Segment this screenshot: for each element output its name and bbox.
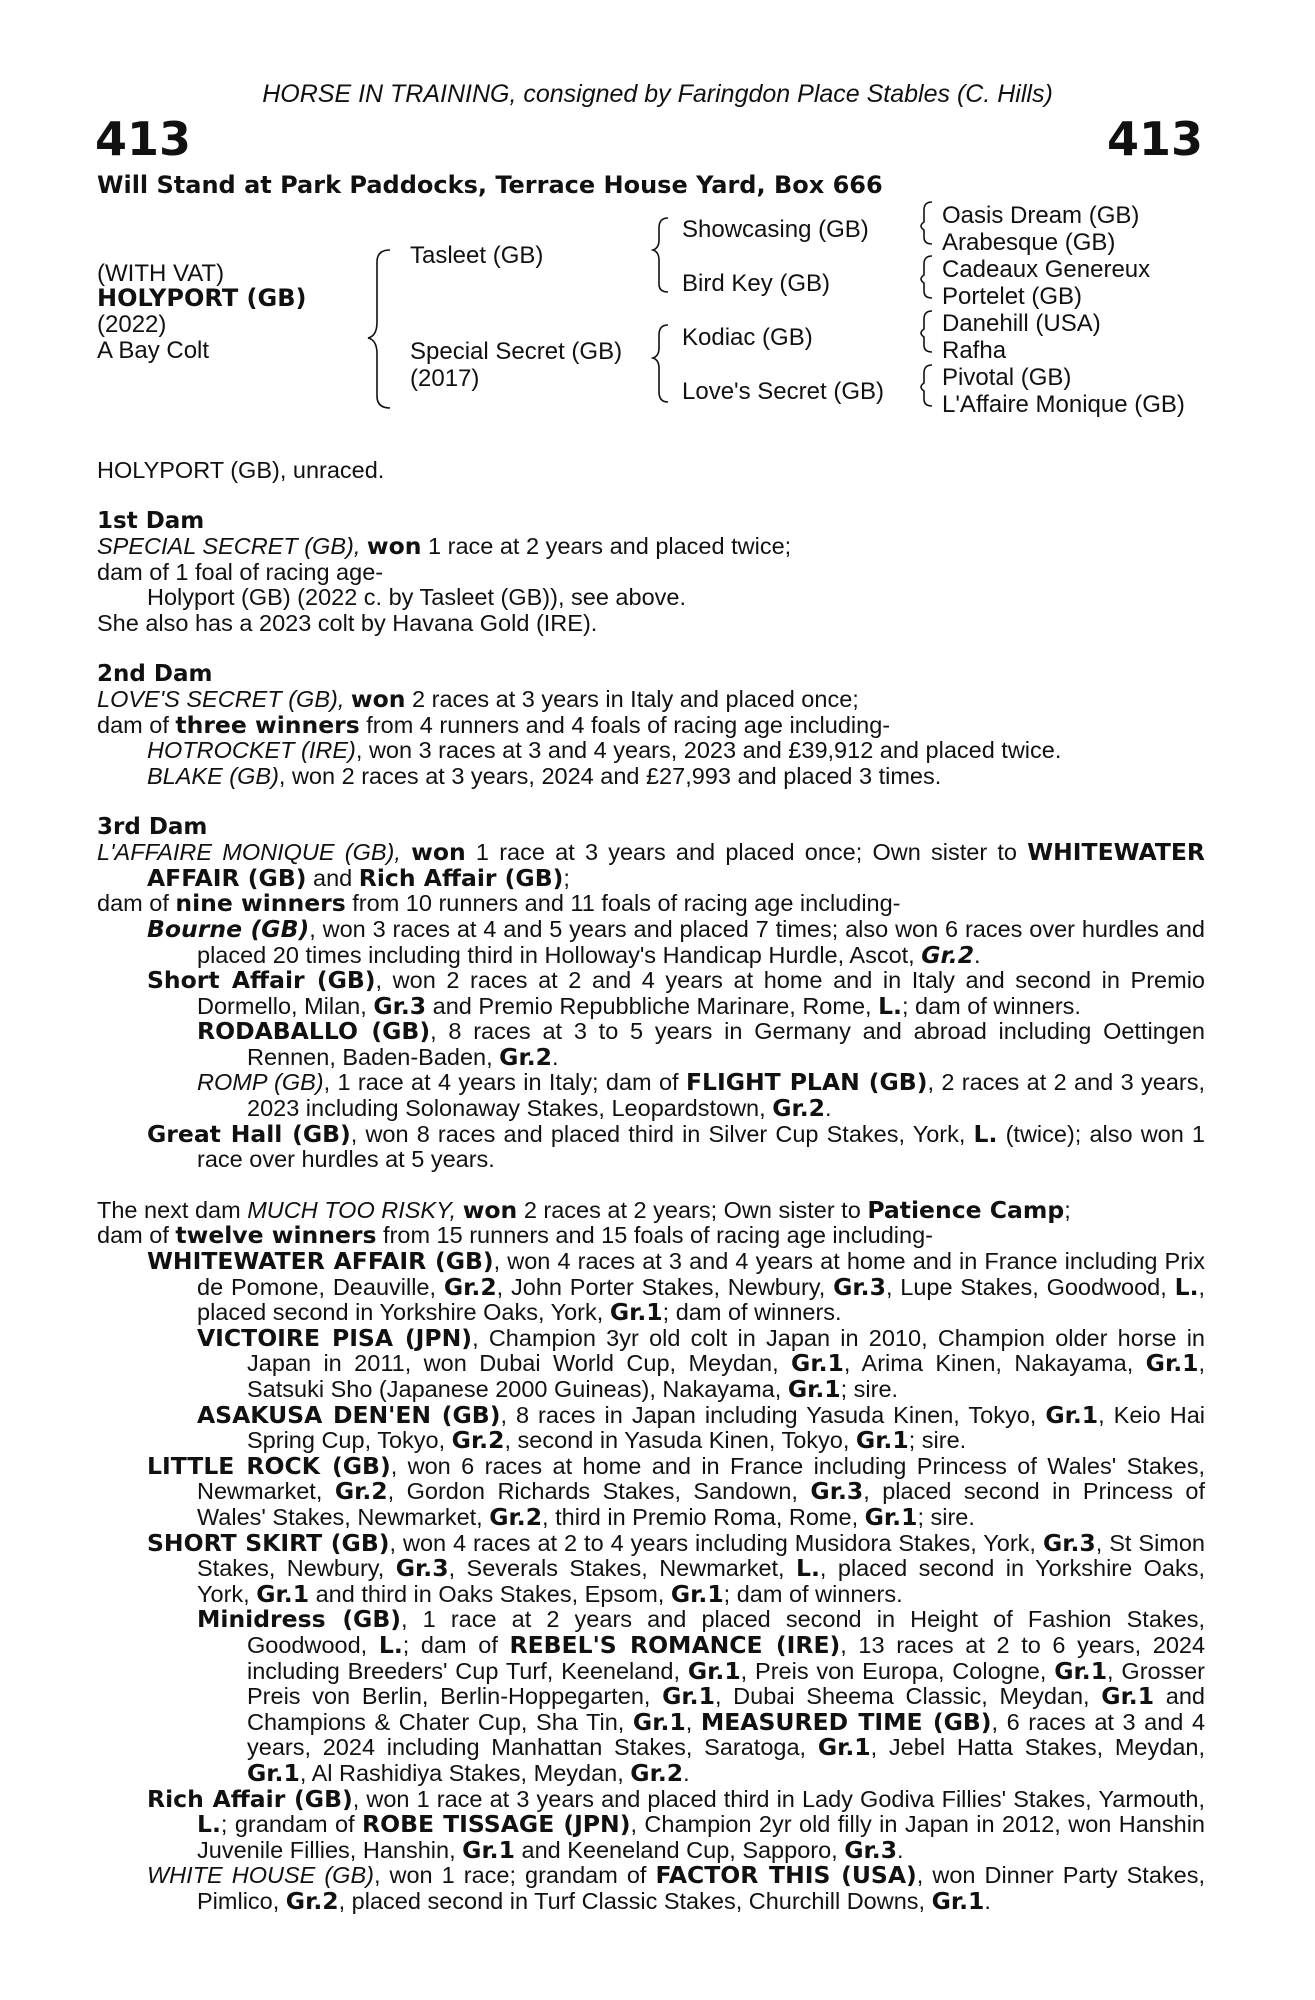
- produce-short-affair: Short Affair (GB), won 2 races at 2 and 4 years at home and in Italy and second in Premio Dormello, Milan, Gr.3 and Premio Repubbliche Marinare, Rome, L.; dam of winners.: [147, 966, 1205, 1020]
- second-dam-winners: dam of three winners from 4 runners and 4 foals of racing age including-: [97, 710, 891, 739]
- third-dam-record: L'AFFAIRE MONIQUE (GB), won 1 race at 3 years and placed once; Own sister to WHITEWATER AFFAIR (GB) and Rich Affair (GB);: [97, 838, 1206, 892]
- bracket-dam: [653, 325, 668, 402]
- second-dam-produce-1: HOTROCKET (IRE), won 3 races at 3 and 4 years, 2023 and £39,912 and placed twice.: [147, 737, 1062, 764]
- produce-romp: ROMP (GB), 1 race at 4 years in Italy; dam of FLIGHT PLAN (GB), 2 races at 2 and 3 years, 2023 including Solonaway Stakes, Leopardstown, Gr.2.: [197, 1068, 1206, 1123]
- bracket-g4: [921, 365, 932, 406]
- dam-year: (2017): [410, 365, 480, 392]
- first-dam-note: She also has a 2023 colt by Havana Gold (IRE).: [97, 609, 598, 636]
- dam-dam: Love's Secret (GB): [682, 378, 884, 405]
- third-dam-heading: 3rd Dam: [97, 813, 208, 840]
- first-dam-foals: dam of 1 foal of racing age-: [97, 558, 384, 585]
- produce-rich-affair: Rich Affair (GB), won 1 race at 3 years and placed third in Lady Godiva Fillies' Stakes, Yarmouth, L.; grandam of ROBE TISSAGE (JPN), Champion 2yr old filly in Japan in 2012, won Hanshin Juvenile Fillies, Hanshin, Gr.1 and Keeneland Cup, Sapporo, Gr.3.: [147, 1784, 1205, 1864]
- second-dam-produce-2: BLAKE (GB), won 2 races at 3 years, 2024 and £27,993 and placed 3 times.: [147, 762, 942, 789]
- next-dam-winners: dam of twelve winners from 15 runners and 15 foals of racing age including-: [97, 1221, 933, 1250]
- produce-rodaballo: RODABALLO (GB), 8 races at 3 to 5 years in Germany and abroad including Oettingen Rennen, Baden-Baden, Gr.2.: [197, 1017, 1205, 1071]
- second-dam-record: LOVE'S SECRET (GB), won 2 races at 3 years in Italy and placed once;: [97, 685, 859, 714]
- bracket-g3: [921, 311, 932, 352]
- produce-little-rock: LITTLE ROCK (GB), won 6 races at home and in France including Princess of Wales' Stakes, Newmarket, Gr.2, Gordon Richards Stakes, Sandown, Gr.3, placed second in Princess of Wales' Stakes, Newmarket, Gr.2, third in Premio Roma, Rome, Gr.1; sire.: [147, 1451, 1206, 1531]
- grandparent-8: L'Affaire Monique (GB): [942, 391, 1185, 418]
- grandparent-1: Oasis Dream (GB): [942, 202, 1140, 229]
- first-dam-heading: 1st Dam: [97, 507, 205, 534]
- produce-white-house: WHITE HOUSE (GB), won 1 race; grandam of FACTOR THIS (USA), won Dinner Party Stakes, Pimlico, Gr.2, placed second in Turf Classic Stakes, Churchill Downs, Gr.1.: [147, 1861, 1206, 1915]
- produce-asakusa-den-en: ASAKUSA DEN'EN (GB), 8 races in Japan including Yasuda Kinen, Tokyo, Gr.1, Keio Hai Spring Cup, Tokyo, Gr.2, second in Yasuda Kinen, Tokyo, Gr.1; sire.: [197, 1400, 1205, 1455]
- unraced-note: HOLYPORT (GB), unraced.: [97, 457, 385, 483]
- horse-description: A Bay Colt: [97, 337, 210, 364]
- produce-short-skirt: SHORT SKIRT (GB), won 4 races at 2 to 4 years including Musidora Stakes, York, Gr.3, St Simon Stakes, Newbury, Gr.3, Severals Stakes, Newmarket, L., placed second in Yorkshire Oaks, York, Gr.1 and third in Oaks Stakes, Epsom, Gr.1; dam of winners.: [147, 1528, 1206, 1608]
- bracket-sire: [653, 218, 668, 292]
- dam-sire: Kodiac (GB): [682, 324, 813, 351]
- sire-name: Tasleet (GB): [410, 242, 544, 269]
- grandparent-5: Danehill (USA): [942, 310, 1101, 337]
- produce-whitewater-affair: WHITEWATER AFFAIR (GB), won 4 races at 3 and 4 years at home and in France including Prix de Pomone, Deauville, Gr.2, John Porter Stakes, Newbury, Gr.3, Lupe Stakes, Goodwood, L., placed second in Yorkshire Oaks, York, Gr.1; dam of winners.: [147, 1247, 1206, 1327]
- first-dam-produce: Holyport (GB) (2022 c. by Tasleet (GB)), see above.: [147, 584, 686, 611]
- grandparent-2: Arabesque (GB): [942, 229, 1116, 256]
- stand-location: Will Stand at Park Paddocks, Terrace House Yard, Box 666: [97, 171, 883, 199]
- produce-minidress: Minidress (GB), 1 race at 2 years and placed second in Height of Fashion Stakes, Goodwood, L.; dam of REBEL'S ROMANCE (IRE), 13 races at 2 to 6 years, 2024 including Breeders' Cup Turf, Keeneland, Gr.1, Preis von Europa, Cologne, Gr.1, Grosser Preis von Berlin, Berlin-Hoppegarten, Gr.1, Dubai Sheema Classic, Meydan, Gr.1 and Champions & Chater Cup, Sha Tin, Gr.1, MEASURED TIME (GB), 6 races at 3 and 4 years, 2024 including Manhattan Stakes, Saratoga, Gr.1, Jebel Hatta Stakes, Meydan, Gr.1, Al Rashidiya Stakes, Meydan, Gr.2.: [197, 1605, 1206, 1787]
- second-dam-heading: 2nd Dam: [97, 660, 213, 687]
- bracket-g2: [921, 256, 932, 298]
- horse-name: HOLYPORT (GB): [97, 284, 307, 312]
- vat-note: (WITH VAT): [97, 260, 225, 287]
- grandparent-4: Portelet (GB): [942, 283, 1083, 310]
- first-dam-record: SPECIAL SECRET (GB), won 1 race at 2 years and placed twice;: [97, 532, 792, 561]
- grandparent-6: Rafha: [942, 337, 1007, 364]
- sire-sire: Showcasing (GB): [682, 216, 869, 243]
- produce-bourne: Bourne (GB), won 3 races at 4 and 5 years and placed 7 times; also won 6 races over hurdles and placed 20 times including third in Holloway's Handicap Hurdle, Ascot, Gr.2.: [147, 914, 1205, 969]
- grandparent-3: Cadeaux Genereux: [942, 256, 1151, 283]
- consignor-title: HORSE IN TRAINING, consigned by Faringdon Place Stables (C. Hills): [262, 80, 1053, 108]
- race-record: [97, 458, 1205, 1914]
- third-dam-winners: dam of nine winners from 10 runners and 11 foals of racing age including-: [97, 889, 901, 918]
- lot-number-right: 413: [1106, 112, 1203, 166]
- produce-victoire-pisa: VICTOIRE PISA (JPN), Champion 3yr old colt in Japan in 2010, Champion older horse in Japan in 2011, won Dubai World Cup, Meydan, Gr.1, Arima Kinen, Nakayama, Gr.1, Satsuki Sho (Japanese 2000 Guineas), Nakayama, Gr.1; sire.: [197, 1323, 1206, 1403]
- sire-dam: Bird Key (GB): [682, 270, 831, 297]
- lot-number-left: 413: [95, 112, 192, 166]
- bracket-horse: [368, 250, 390, 408]
- produce-great-hall: Great Hall (GB), won 8 races and placed third in Silver Cup Stakes, York, L. (twice); also won 1 race over hurdles at 5 years.: [147, 1119, 1206, 1173]
- horse-year: (2022): [97, 311, 167, 338]
- next-dam-record: The next dam MUCH TOO RISKY, won 2 races at 2 years; Own sister to Patience Camp;: [97, 1195, 1071, 1224]
- dam-name: Special Secret (GB): [410, 338, 623, 365]
- grandparent-7: Pivotal (GB): [942, 364, 1072, 391]
- bracket-g1: [921, 202, 932, 244]
